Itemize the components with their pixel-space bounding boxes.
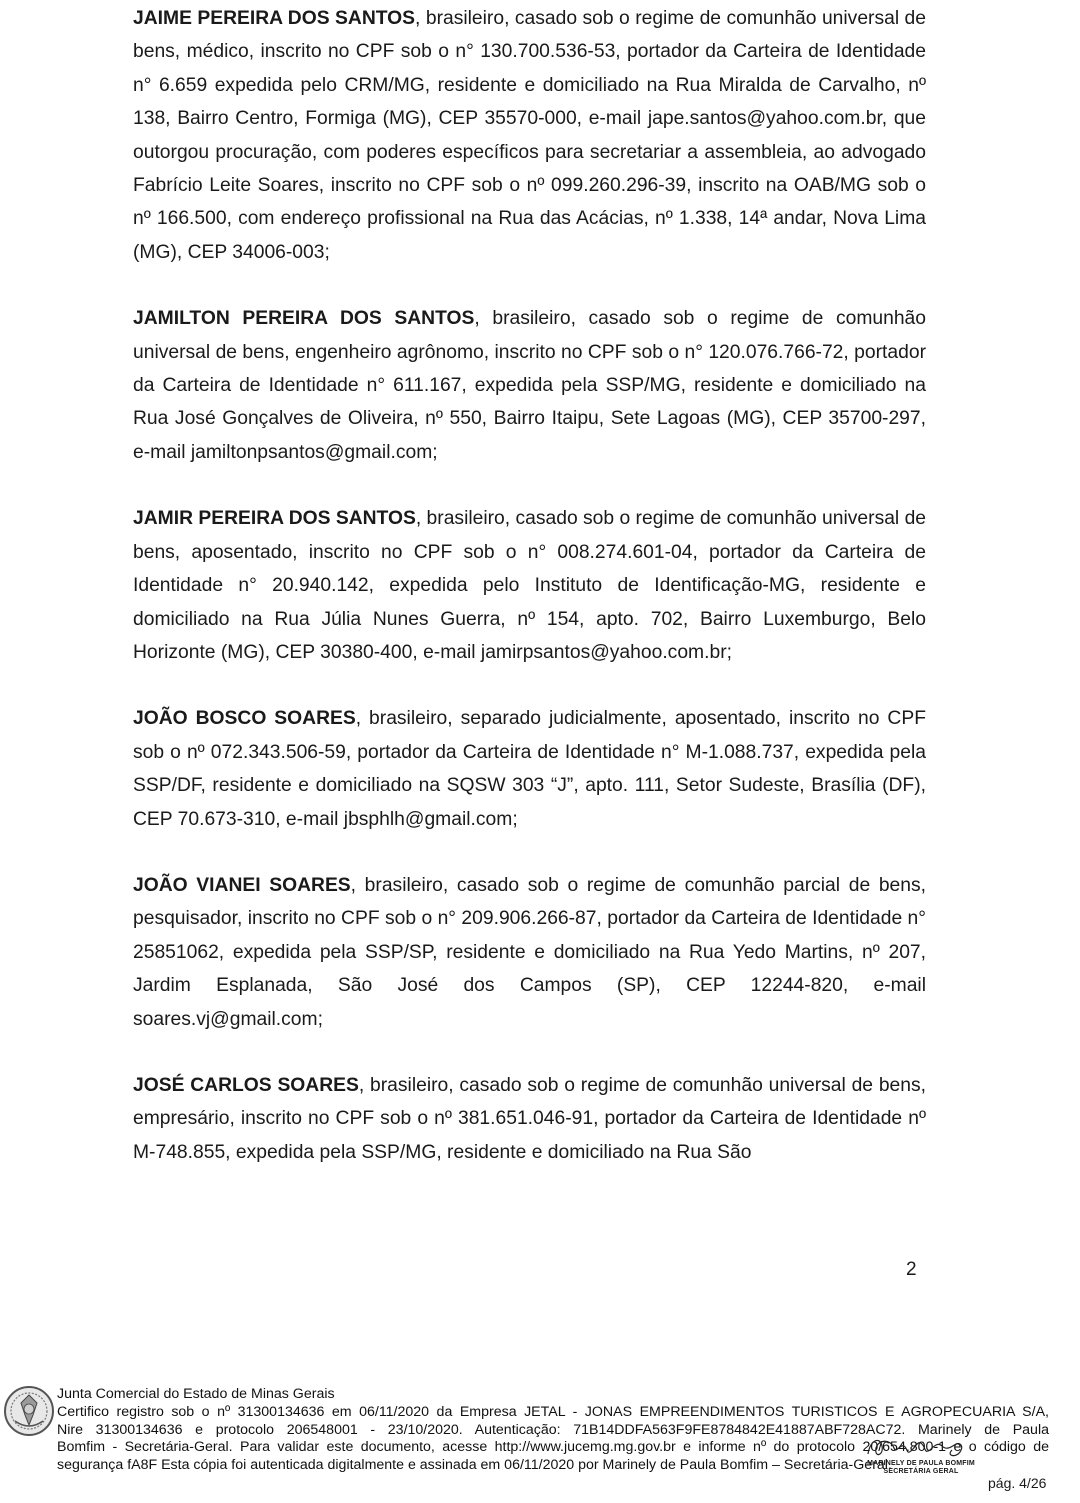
signatory-role: SECRETÁRIA GERAL — [883, 1468, 959, 1475]
party-paragraph — [133, 1069, 926, 1169]
document-body — [133, 2, 926, 1202]
party-details: , brasileiro, casado sob o regime de comunhão universal de bens, aposentado, inscrito no CPF sob o n° 008.274.601-04, portador da Carteira de Identidade n° 20.940.142, expedida pelo Instituto de Identificação-MG, residente e domiciliado na Rua Júlia Nunes Guerra, nº 154, apto. 702, Bairro Luxemburgo, Belo Horizonte (MG), CEP 30380-400, e-mail jamirpsantos@yahoo.com.br; — [133, 508, 927, 663]
party-details: , brasileiro, separado judicialmente, aposentado, inscrito no CPF sob o nº 072.343.506-59, portador da Carteira de Identidade n° M-1.088.737, expedida pela SSP/DF, residente e domiciliado na SQSW 303 “J”, apto. 111, Setor Sudeste, Brasília (DF), CEP 70.673-310, e-mail jbsphlh@gmail.com; — [133, 708, 926, 830]
party-details: , brasileiro, casado sob o regime de comunhão universal de bens, médico, inscrito no CPF sob o n° 130.700.536-53, portador da Carteira de Identidade n° 6.659 expedida pelo CRM/MG, residente e domiciliado na Rua Miralda de Carvalho, nº 138, Bairro Centro, Formiga (MG), CEP 35570-000, e-mail jape.santos@yahoo.com.br, que outorgou procuração, com poderes específicos para secretariar a assembleia, ao advogado Fabrício Leite Soares, inscrito no CPF sob o nº 099.260.296-39, inscrito na OAB/MG sob o nº 166.500, com endereço profissional na Rua das Acácias, nº 1.338, 14ª andar, Nova Lima (MG), CEP 34006-003; — [133, 8, 927, 263]
party-paragraph — [133, 869, 926, 1036]
party-paragraph — [133, 702, 926, 836]
party-name: JAMILTON PEREIRA DOS SANTOS — [133, 308, 475, 330]
party-name: JOÃO BOSCO SOARES — [133, 708, 356, 730]
party-details: , brasileiro, casado sob o regime de comunhão universal de bens, engenheiro agrônomo, inscrito no CPF sob o n° 120.076.766-72, portador da Carteira de Identidade n° 611.167, expedida pela SSP/MG, residente e domiciliado na Rua José Gonçalves de Oliveira, nº 550, Bairro Itaipu, Sete Lagoas (MG), CEP 35700-297, e-mail jamiltonpsantos@gmail.com; — [133, 308, 926, 463]
party-name: JAMIR PEREIRA DOS SANTOS — [133, 508, 416, 530]
coat-of-arms-seal-icon — [3, 1385, 55, 1437]
signature-block — [860, 1430, 980, 1486]
party-details: , brasileiro, casado sob o regime de comunhão universal de bens, empresário, inscrito no CPF sob o nº 381.651.046-91, portador da Carteira de Identidade nº M-748.855, expedida pela SSP/MG, residente e domiciliado na Rua São — [133, 1074, 926, 1163]
party-paragraph — [133, 302, 926, 469]
footer-line: segurança fA8F Esta cópia foi autenticada digitalmente e assinada em 06/11/2020 por Marinely de Paula Bomfim – Secretária-Geral. — [57, 1457, 892, 1474]
party-details: , brasileiro, casado sob o regime de comunhão parcial de bens, pesquisador, inscrito no CPF sob o n° 209.906.266-87, portador da Carteira de Identidade n° 25851062, expedida pela SSP/SP, residente e domiciliado na Rua Yedo Martins, nº 207, Jardim Esplanada, São José dos Campos (SP), CEP 12244-820, e-mail soares.vj@gmail.com; — [133, 874, 926, 1030]
page-count: pág. 4/26 — [988, 1475, 1047, 1491]
page-number: 2 — [906, 1259, 917, 1280]
party-paragraph — [133, 2, 926, 269]
handwritten-signature-icon — [860, 1430, 980, 1462]
footer-line: Bomfim - Secretária-Geral. Para validar este documento, acesse http://www.jucemg.mg.gov.br e informe nº do protocolo 20/654.800-1 e o código de — [57, 1439, 1049, 1456]
footer-line: Certifico registro sob o nº 31300134636 em 06/11/2020 da Empresa JETAL - JONAS EMPREENDIMENTOS TURISTICOS E AGROPECUARIA S/A, — [57, 1403, 1049, 1420]
footer-line: Nire 31300134636 e protocolo 206548001 - 23/10/2020. Autenticação: 71B14DDFA563F9FE8784842E41887ABF728AC72. Marinely de Paula — [57, 1421, 1049, 1438]
party-name: JOÃO VIANEI SOARES — [133, 874, 351, 896]
signatory-name: MARINELY DE PAULA BOMFIM — [867, 1460, 975, 1467]
party-name: JAIME PEREIRA DOS SANTOS — [133, 8, 416, 29]
party-paragraph — [133, 502, 926, 669]
footer-line: Junta Comercial do Estado de Minas Gerais — [57, 1386, 335, 1402]
party-name: JOSÉ CARLOS SOARES — [133, 1074, 359, 1096]
